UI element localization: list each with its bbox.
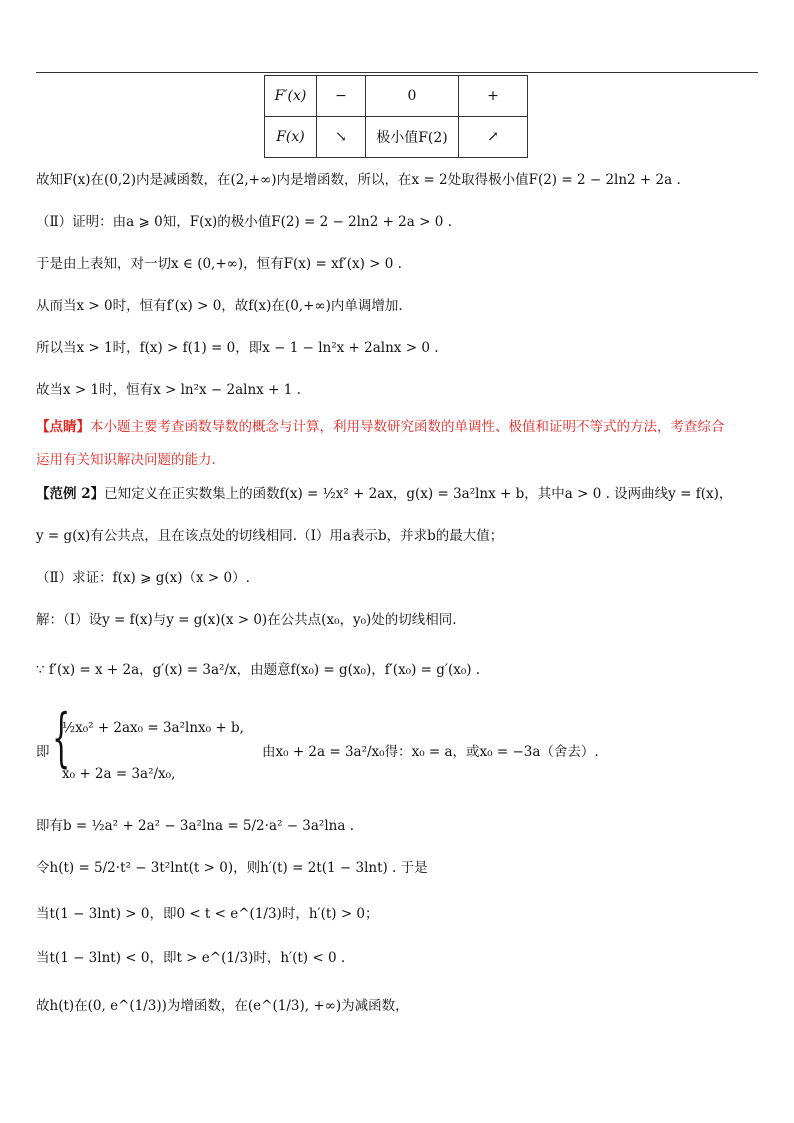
example-line: y = g(x)有公共点，且在该点处的切线相同.（Ⅰ）用a表示b，并求b的最大值；	[36, 528, 504, 544]
example-line	[36, 484, 758, 504]
table-cell: −	[317, 76, 366, 117]
system-equation: ½x₀² + 2ax₀ = 3a²lnx₀ + b,	[62, 720, 244, 736]
increase-arrow-icon: ↗	[459, 117, 528, 158]
text-line: 故当x > 1时，恒有x > ln²x − 2alnx + 1 .	[36, 382, 301, 398]
table-cell: +	[459, 76, 528, 117]
text-line: 于是由上表知，对一切x ∈ (0,+∞)，恒有F(x) = xf′(x) > 0 .	[36, 256, 402, 272]
solution-line: 即有b = ½a² + 2a² − 3a²lna = 5/2·a² − 3a²lna .	[36, 818, 354, 834]
solution-line: 令h(t) = 5/2·t² − 3t²lnt(t > 0)，则h′(t) = 2t(1 − 3lnt) . 于是	[36, 860, 428, 876]
table-cell: 极小值F(2)	[366, 117, 459, 158]
text-line: 从而当x > 0时，恒有f′(x) > 0，故f(x)在(0,+∞)内单调增加.	[36, 298, 403, 314]
solution-line: ∵ f′(x) = x + 2a，g′(x) = 3a²/x，由题意f(x₀) = g(x₀)，f′(x₀) = g′(x₀) .	[36, 662, 481, 678]
comment-line	[36, 417, 758, 437]
system-equation: x₀ + 2a = 3a²/x₀,	[62, 766, 176, 782]
table-row	[265, 117, 528, 158]
table-cell: 0	[366, 76, 459, 117]
solution-line: 由x₀ + 2a = 3a²/x₀得：x₀ = a，或x₀ = −3a（舍去）.	[262, 744, 599, 760]
comment-text: 本小题主要考查函数导数的概念与计算，利用导数研究函数的单调性、极值和证明不等式的方法，考查综合	[90, 419, 725, 435]
header-rule	[36, 72, 758, 73]
table-row	[265, 76, 528, 117]
decrease-arrow-icon: ↘	[317, 117, 366, 158]
table-cell: F(x)	[265, 117, 317, 158]
comment-tag: 【点睛】	[36, 419, 90, 435]
solution-line: 故h(t)在(0, e^(1/3))为增函数，在(e^(1/3), +∞)为减函数，	[36, 998, 409, 1014]
left-brace: {	[52, 701, 71, 775]
example-text: 已知定义在正实数集上的函数f(x) = ½x² + 2ax，g(x) = 3a²lnx + b，其中a > 0 . 设两曲线y = f(x)，	[104, 486, 733, 502]
table-cell: F′(x)	[265, 76, 317, 117]
example-line: （Ⅱ）求证：f(x) ⩾ g(x)（x > 0）.	[36, 570, 250, 586]
comment-line: 运用有关知识解决问题的能力.	[36, 452, 216, 468]
solution-line: 即	[36, 744, 50, 760]
solution-line: 当t(1 − 3lnt) > 0，即0 < t < e^(1/3)时，h′(t) > 0；	[36, 906, 379, 922]
solution-line: 当t(1 − 3lnt) < 0，即t > e^(1/3)时，h′(t) < 0 .	[36, 950, 346, 966]
text-line: （Ⅱ）证明：由a ⩾ 0知，F(x)的极小值F(2) = 2 − 2ln2 + 2a > 0 .	[36, 214, 452, 230]
text-line: 所以当x > 1时，f(x) > f(1) = 0，即x − 1 − ln²x + 2alnx > 0 .	[36, 340, 439, 356]
example-tag: 【范例 2】	[36, 486, 105, 502]
text-line: 故知F(x)在(0,2)内是减函数，在(2,+∞)内是增函数，所以，在x = 2处取得极小值F(2) = 2 − 2ln2 + 2a .	[36, 172, 681, 188]
sign-table	[264, 75, 528, 158]
solution-line: 解：（Ⅰ）设y = f(x)与y = g(x)(x > 0)在公共点(x₀，y₀)处的切线相同.	[36, 612, 457, 628]
